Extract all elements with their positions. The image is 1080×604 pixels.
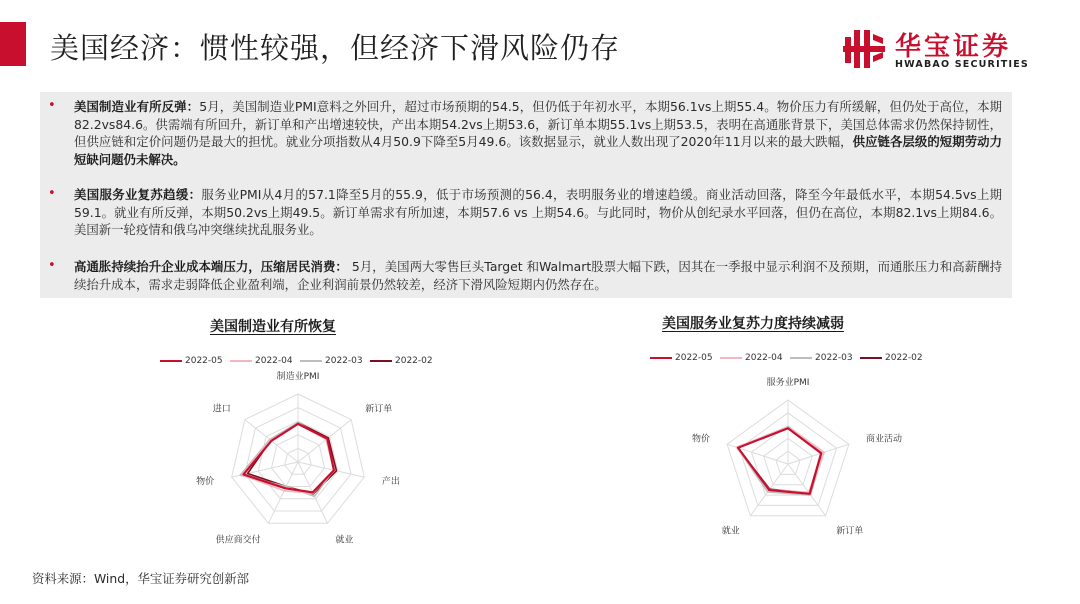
legend-label: 2022-02 bbox=[395, 356, 433, 366]
legend-label: 2022-03 bbox=[815, 353, 853, 363]
legend-swatch bbox=[370, 360, 392, 362]
radar-axis-label: 物价 bbox=[196, 477, 215, 488]
legend-label: 2022-05 bbox=[185, 356, 223, 366]
title-accent-bar bbox=[0, 22, 26, 66]
legend-swatch bbox=[230, 360, 252, 362]
radar-axis-label: 制造业PMI bbox=[276, 372, 320, 382]
legend-label: 2022-05 bbox=[675, 353, 713, 363]
chart-legend-services bbox=[650, 353, 950, 367]
logo-text-en: HWABAO SECURITIES bbox=[895, 59, 1029, 70]
legend-item-2022-05 bbox=[160, 356, 223, 366]
legend-item-2022-04 bbox=[230, 356, 293, 366]
radar-axis-label: 产出 bbox=[381, 477, 400, 488]
legend-swatch bbox=[300, 360, 322, 362]
legend-label: 2022-03 bbox=[325, 356, 363, 366]
radar-series-2022-02 bbox=[737, 428, 821, 493]
logo-text-cn: 华宝证券 bbox=[895, 32, 1012, 62]
bullet-body: 服务业PMI从4月的57.1降至5月的55.9，低于市场预测的56.4，表明服务业的增速趋缓。商业活动回落，降至今年最低水平，本期54.5vs上期59.1。就业有所反弹，本期50.2vs上期49.5。新订单需求有所加速，本期57.6 vs 上期54.6。与此同时，物价从创纪录水平回落，但仍在高位，本期82.1vs上期84.6。美国新一轮疫情和俄乌冲突继续扰乱服务业。 bbox=[74, 187, 1003, 238]
bullet-body: 5月，美国两大零售巨头Target 和Walmart股票大幅下跌，因其在一季报中显示利润不及预期，而通胀压力和高薪酬持续抬升成本，需求走弱降低企业盈利端，企业利润前景仍然较差，经济下滑风险短期内仍然存在。 bbox=[74, 259, 1002, 292]
summary-box bbox=[40, 92, 1012, 298]
bullet-inflation bbox=[40, 258, 1012, 293]
chart-title-services: 美国服务业复苏力度持续减弱 bbox=[662, 316, 844, 332]
radar-chart-services bbox=[660, 368, 920, 538]
bullet-dot: • bbox=[48, 186, 56, 201]
legend-item-2022-05 bbox=[650, 353, 713, 363]
bullet-services bbox=[40, 186, 1012, 239]
radar-axis-label: 新订单 bbox=[365, 404, 393, 415]
hwabao-logo-icon bbox=[843, 28, 885, 70]
legend-item-2022-03 bbox=[300, 356, 363, 366]
legend-swatch bbox=[160, 360, 182, 362]
bullet-heading: 美国制造业有所反弹： bbox=[74, 99, 200, 114]
radar-axis-label: 就业 bbox=[335, 535, 354, 546]
radar-axis-label: 新订单 bbox=[836, 526, 864, 537]
source-note: 资料来源：Wind，华宝证券研究创新部 bbox=[32, 571, 249, 586]
legend-swatch bbox=[650, 357, 672, 359]
company-logo bbox=[843, 26, 1043, 74]
radar-axis-label: 商业活动 bbox=[865, 434, 903, 445]
chart-title-manufacturing: 美国制造业有所恢复 bbox=[210, 319, 336, 335]
legend-swatch bbox=[860, 357, 882, 359]
radar-axis-label: 供应商交付 bbox=[215, 535, 261, 546]
bullet-emphasis: 供应链各层级的短期劳动力短缺问题仍未解决。 bbox=[74, 134, 1002, 167]
legend-item-2022-02 bbox=[370, 356, 433, 366]
bullet-manufacturing bbox=[40, 98, 1012, 168]
bullet-dot: • bbox=[48, 258, 56, 273]
legend-label: 2022-04 bbox=[745, 353, 783, 363]
radar-spoke bbox=[268, 462, 298, 523]
bullet-heading: 美国服务业复苏趋缓： bbox=[74, 187, 202, 202]
page-title: 美国经济：惯性较强，但经济下滑风险仍存 bbox=[50, 31, 621, 65]
radar-axis-label: 服务业PMI bbox=[766, 378, 810, 388]
legend-swatch bbox=[790, 357, 812, 359]
legend-swatch bbox=[720, 357, 742, 359]
legend-label: 2022-04 bbox=[255, 356, 293, 366]
legend-item-2022-04 bbox=[720, 353, 783, 363]
radar-axis-label: 进口 bbox=[212, 404, 231, 415]
chart-legend-manufacturing bbox=[160, 356, 460, 370]
legend-item-2022-03 bbox=[790, 353, 853, 363]
radar-axis-label: 物价 bbox=[691, 434, 711, 445]
radar-chart-manufacturing bbox=[180, 370, 430, 546]
bullet-body: 5月，美国制造业PMI意料之外回升，超过市场预期的54.5，但仍低于年初水平，本期56.1vs上期55.4。物价压力有所缓解，但仍处于高位，本期82.2vs84.6。供需端有所回升，新订单和产出增速较快，产出本期54.2vs上期53.6，新订单本期55.1vs上期53.5，表明在高通胀背景下，美国总体需求仍然保持韧性，但供应链和定价问题仍是最大的担忧。就业分项指数从4月50.9下降至5月49.6。该数据显示，就业人数出现了2020年11月以来的最大跌幅， bbox=[74, 99, 1002, 150]
bullet-heading: 高通胀持续抬升企业成本端压力，压缩居民消费： bbox=[74, 259, 348, 274]
radar-axis-label: 就业 bbox=[721, 526, 740, 537]
bullet-dot: • bbox=[48, 98, 56, 113]
legend-item-2022-02 bbox=[860, 353, 923, 363]
legend-label: 2022-02 bbox=[885, 353, 923, 363]
